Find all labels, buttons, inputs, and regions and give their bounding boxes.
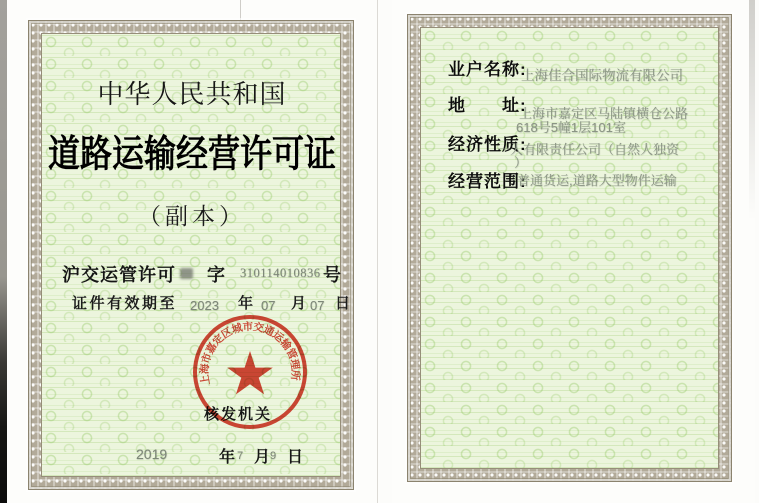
issuer-label: 核发机关 — [204, 406, 273, 423]
business-scope-label: 经营范围: — [448, 172, 527, 191]
economic-nature-value-line2: ） — [514, 155, 528, 170]
license-word-label: 字 — [207, 265, 225, 285]
issue-month-value: 7 — [237, 450, 244, 462]
issue-year-value: 2019 — [136, 446, 168, 462]
validity-day-unit: 日 — [335, 295, 353, 312]
validity-day-value: 07 — [310, 298, 325, 313]
seal-text: 上海市嘉定区城市交通运输管理所 — [198, 320, 302, 386]
address-value-line2: 618号5幢1层101室 — [516, 120, 626, 135]
issue-day-unit: 日 — [287, 449, 304, 466]
issue-day-value: 9 — [270, 450, 277, 462]
certificate-frame-right — [407, 14, 732, 482]
address-label: 地 址: — [448, 96, 527, 115]
validity-month-unit: 月 — [291, 295, 309, 312]
economic-nature-label: 经济性质: — [448, 135, 527, 154]
issue-month-unit: 月 — [254, 449, 271, 466]
license-prefix-label: 沪交运管许可 — [62, 265, 176, 285]
business-name-value: 上海佳合国际物流有限公司 — [521, 68, 683, 83]
validity-year-unit: 年 — [238, 295, 256, 312]
left-sheet-edge — [377, 0, 378, 503]
business-name-label: 业户名称: — [448, 60, 527, 79]
license-suffix-label: 号 — [323, 265, 341, 285]
fold-crease — [240, 0, 241, 22]
business-scope-value: 普通货运,道路大型物件运输 — [517, 173, 677, 188]
scan-left-edge-shadow — [0, 0, 7, 503]
country-heading: 中华人民共和国 — [97, 80, 287, 109]
star-icon — [227, 351, 273, 394]
license-number-value: 310114010836 — [240, 266, 321, 280]
validity-label: 证件有效期至 — [72, 295, 178, 312]
address-value-line1: 上海市嘉定区马陆镇横仓公路 — [519, 106, 689, 121]
certificate-title: 道路运输经营许可证 — [47, 132, 336, 175]
redacted-mark — [180, 268, 193, 279]
official-seal — [190, 312, 310, 432]
validity-year-value: 2023 — [190, 298, 219, 313]
copy-type-subtitle: （副本） — [138, 204, 246, 229]
validity-month-value: 07 — [261, 298, 276, 313]
issue-year-unit: 年 — [219, 449, 236, 466]
economic-nature-value-line1: 一人有限责任公司（自然人独资 — [497, 142, 680, 157]
